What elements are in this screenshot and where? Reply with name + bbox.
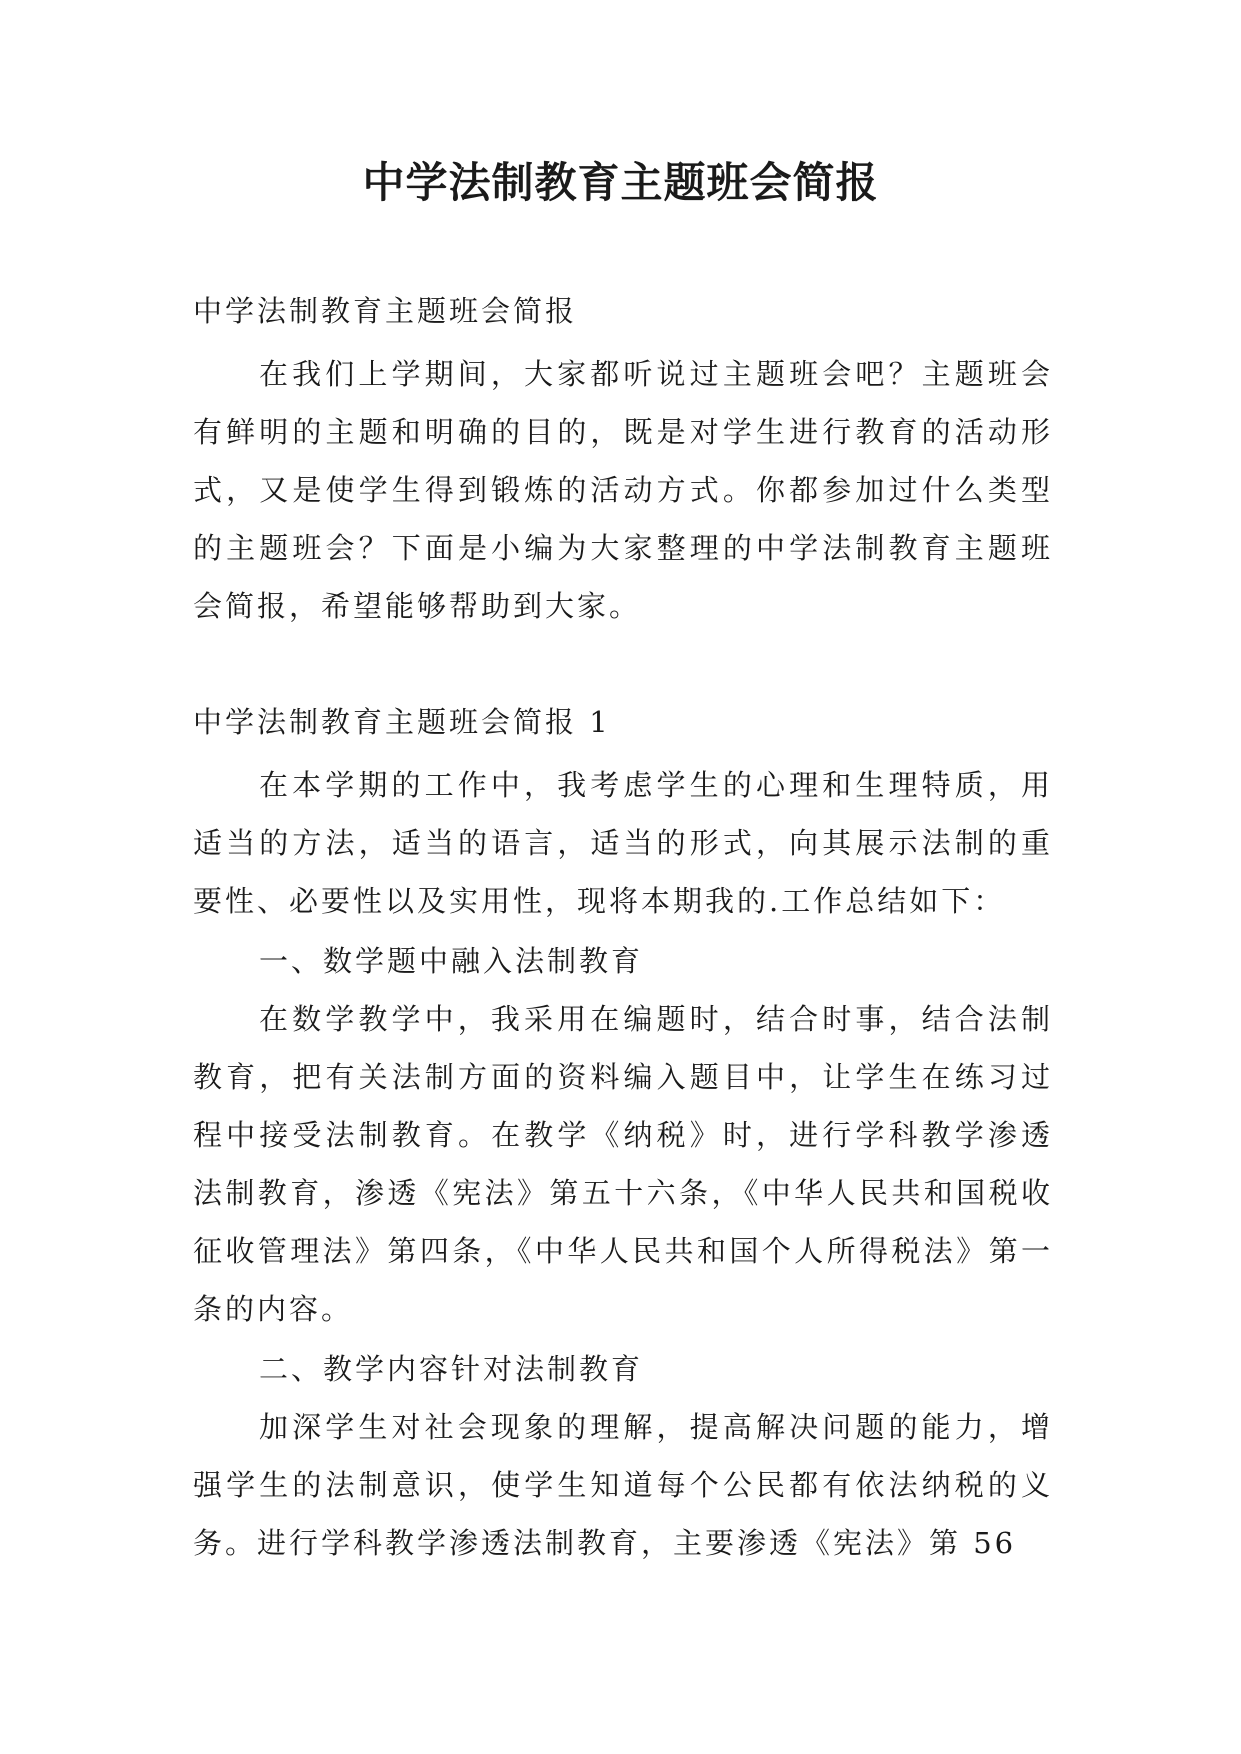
body-paragraph-1: 在本学期的工作中，我考虑学生的心理和生理特质，用适当的方法，适当的语言，适当的形式，向其展示法制的重要性、必要性以及实用性，现将本期我的.工作总结如下： [193, 768, 1053, 918]
section-heading-1: 一、数学题中融入法制教育 [259, 944, 644, 978]
section-title: 中学法制教育主题班会简报 1 [193, 705, 611, 739]
document-subtitle: 中学法制教育主题班会简报 [193, 294, 578, 328]
intro-paragraph: 在我们上学期间，大家都听说过主题班会吧？主题班会有鲜明的主题和明确的目的，既是对学生进行教育的活动形式，又是使学生得到锻炼的活动方式。你都参加过什么类型的主题班会？下面是小编为大家整理的中学法制教育主题班会简报，希望能够帮助到大家。 [193, 357, 1053, 623]
document-title: 中学法制教育主题班会简报 [362, 158, 879, 207]
body-paragraph-3: 加深学生对社会现象的理解，提高解决问题的能力，增强学生的法制意识，使学生知道每个公民都有依法纳税的义务。进行学科教学渗透法制教育，主要渗透《宪法》第 56 [193, 1410, 1053, 1560]
body-paragraph-2: 在数学教学中，我采用在编题时，结合时事，结合法制教育，把有关法制方面的资料编入题目中，让学生在练习过程中接受法制教育。在教学《纳税》时，进行学科教学渗透法制教育，渗透《宪法》第五十六条，《中华人民共和国税收征收管理法》第四条，《中华人民共和国个人所得税法》第一条的内容。 [193, 1002, 1053, 1326]
section-heading-2: 二、教学内容针对法制教育 [259, 1352, 644, 1386]
